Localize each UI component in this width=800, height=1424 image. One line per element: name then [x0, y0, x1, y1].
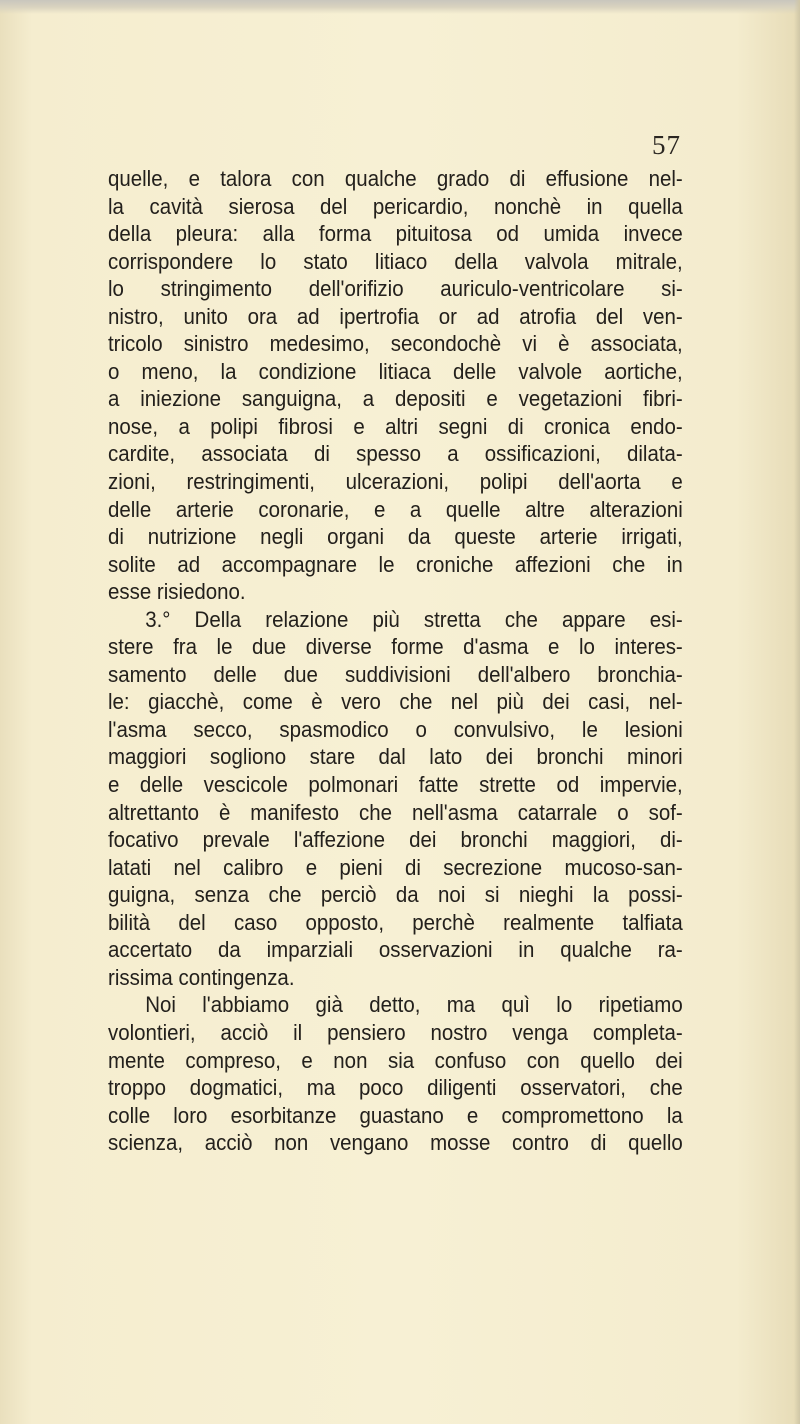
- text-line: di nutrizione negli organi da queste arterie irrigati,: [108, 524, 683, 550]
- page-number: 57: [652, 130, 681, 160]
- text-line: stere fra le due diverse forme d'asma e lo interes-: [108, 634, 683, 660]
- text-line: 3.° Della relazione più stretta che appare esi-: [145, 606, 683, 632]
- text-line: focativo prevale l'affezione dei bronchi maggiori, di-: [108, 827, 683, 853]
- text-line: cardite, associata di spesso a ossificazioni, dilata-: [108, 441, 683, 467]
- text-line: Noi l'abbiamo già detto, ma quì lo ripetiamo: [145, 992, 683, 1018]
- text-line: della pleura: alla forma pituitosa od umida invece: [108, 221, 683, 247]
- text-line: guigna, senza che perciò da noi si nieghi la possi-: [108, 882, 683, 908]
- text-line: bilità del caso opposto, perchè realmente talfiata: [108, 909, 683, 935]
- text-line: rissima contingenza.: [108, 964, 295, 990]
- text-line: quelle, e talora con qualche grado di effusione nel-: [108, 166, 683, 191]
- text-line: solite ad accompagnare le croniche affezioni che in: [108, 551, 683, 577]
- text-line: esse risiedono.: [108, 579, 246, 605]
- text-line: accertato da imparziali osservazioni in qualche ra-: [108, 937, 683, 963]
- text-line: scienza, acciò non vengano mosse contro di quello: [108, 1130, 683, 1156]
- text-line: le: giacchè, come è vero che nel più dei casi, nel-: [108, 689, 683, 715]
- text-line: lo stringimento dell'orifizio auriculo-ventricolare si-: [108, 276, 683, 302]
- text-line: la cavità sierosa del pericardio, nonchè in quella: [108, 193, 683, 219]
- text-line: latati nel calibro e pieni di secrezione mucoso-san-: [108, 854, 683, 880]
- text-line: l'asma secco, spasmodico o convulsivo, le lesioni: [108, 716, 683, 742]
- text-line: e delle vescicole polmonari fatte strette od impervie,: [108, 772, 683, 798]
- text-line: corrispondere lo stato litiaco della valvola mitrale,: [108, 248, 683, 274]
- text-line: tricolo sinistro medesimo, secondochè vi è associata,: [108, 331, 683, 357]
- body-text: [108, 165, 683, 1157]
- text-line: a iniezione sanguigna, a depositi e vegetazioni fibri-: [108, 386, 683, 412]
- text-line: zioni, restringimenti, ulcerazioni, polipi dell'aorta e: [108, 469, 683, 495]
- text-line: mente compreso, e non sia confuso con quello dei: [108, 1047, 683, 1073]
- text-line: delle arterie coronarie, e a quelle altre alterazioni: [108, 496, 683, 522]
- text-line: maggiori sogliono stare dal lato dei bronchi minori: [108, 744, 683, 770]
- text-line: volontieri, acciò il pensiero nostro venga completa-: [108, 1019, 683, 1045]
- text-line: troppo dogmatici, ma poco diligenti osservatori, che: [108, 1075, 683, 1101]
- text-line: o meno, la condizione litiaca delle valvole aortiche,: [108, 358, 683, 384]
- text-line: colle loro esorbitanze guastano e compromettono la: [108, 1102, 683, 1128]
- text-line: samento delle due suddivisioni dell'albero bronchia-: [108, 661, 683, 687]
- text-line: nose, a polipi fibrosi e altri segni di cronica endo-: [108, 413, 683, 439]
- page-top-edge: [0, 0, 800, 14]
- page-right-edge: [794, 0, 800, 1424]
- text-line: altrettanto è manifesto che nell'asma catarrale o sof-: [108, 799, 683, 825]
- text-line: nistro, unito ora ad ipertrofia or ad atrofia del ven-: [108, 303, 683, 329]
